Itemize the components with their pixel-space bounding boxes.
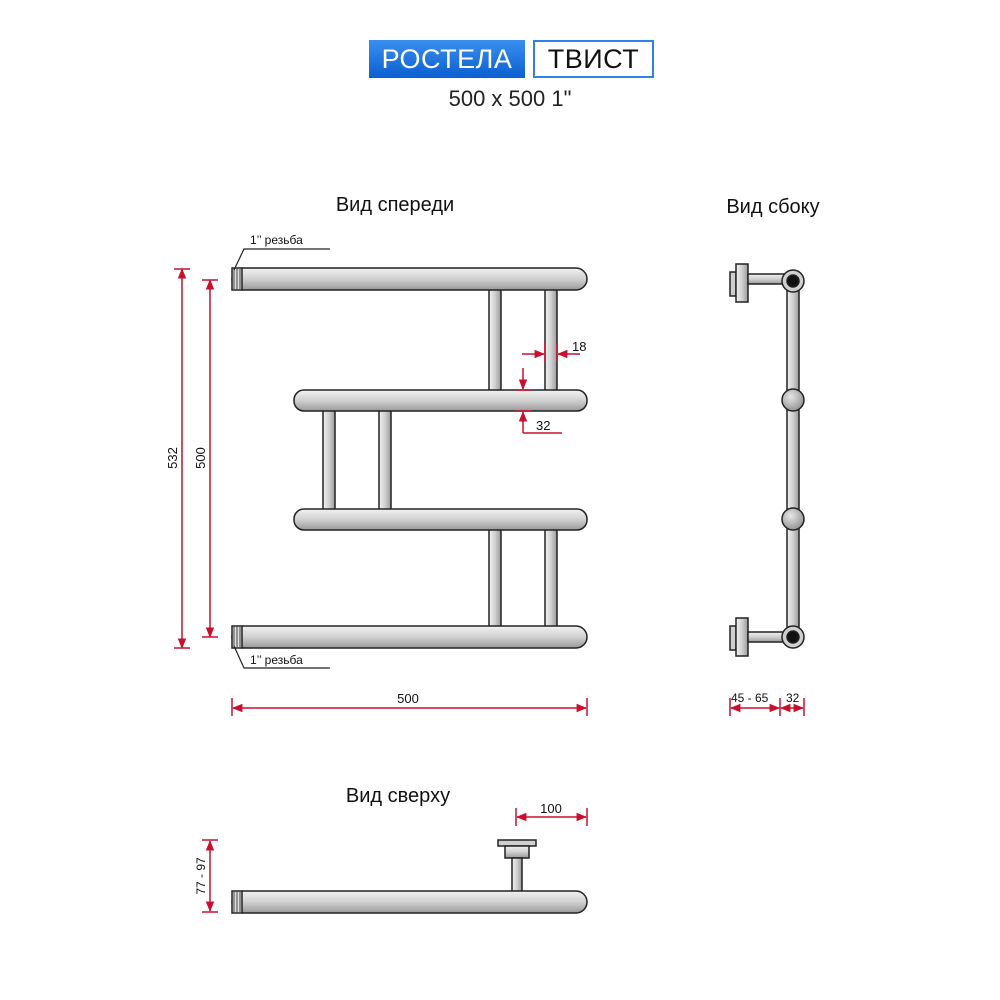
dim-height-label: 77 - 97 [194,857,208,895]
dim-32-label: 32 [536,418,551,433]
dim-side-32-label: 32 [786,691,800,705]
dim-500-horizontal-label: 500 [397,691,419,706]
connector-pipe [323,406,335,516]
connector-pipe [545,526,557,632]
thread-label-top: 1’’ резьба [250,233,303,247]
top-view-title: Вид сверху [345,785,451,807]
pipe-joint [782,389,804,411]
dim-500-vertical-label: 500 [193,447,208,469]
front-view-title: Вид спереди [335,194,455,216]
bracket-plate [736,264,748,302]
dim-depth-label: 45 - 65 [731,691,769,705]
thread-leaders [234,249,330,668]
model-name: ТВИСТ [533,40,654,78]
thread-label-bottom: 1’’ резьба [250,653,303,667]
wall-flange [498,840,536,846]
connector-pipe [489,526,501,632]
dim-532-label: 532 [165,447,180,469]
bracket-stem [512,858,522,892]
pipe-joint [782,508,804,530]
brand-logo: РОСТЕЛА [369,40,525,78]
horizontal-pipe [294,390,587,411]
side-view-drawing [730,264,804,656]
side-view-title: Вид сбоку [726,196,820,218]
bracket-plate [505,846,529,858]
top-view-drawing [232,840,587,913]
size-subtitle: 500 x 500 1" [448,86,572,111]
horizontal-pipe-top [232,891,587,913]
horizontal-pipe [232,268,587,290]
bracket-plate [736,618,748,656]
horizontal-pipe [294,509,587,530]
horizontal-pipe [232,626,587,648]
connector-pipe [379,406,391,516]
thread-mark [234,269,240,647]
connector-pipe [489,286,501,394]
dim-100-label: 100 [540,801,562,816]
connector-pipe [545,286,557,394]
front-view-drawing [232,268,587,648]
dim-18-label: 18 [572,339,587,354]
wall-flange [730,272,736,296]
wall-flange [730,626,736,650]
